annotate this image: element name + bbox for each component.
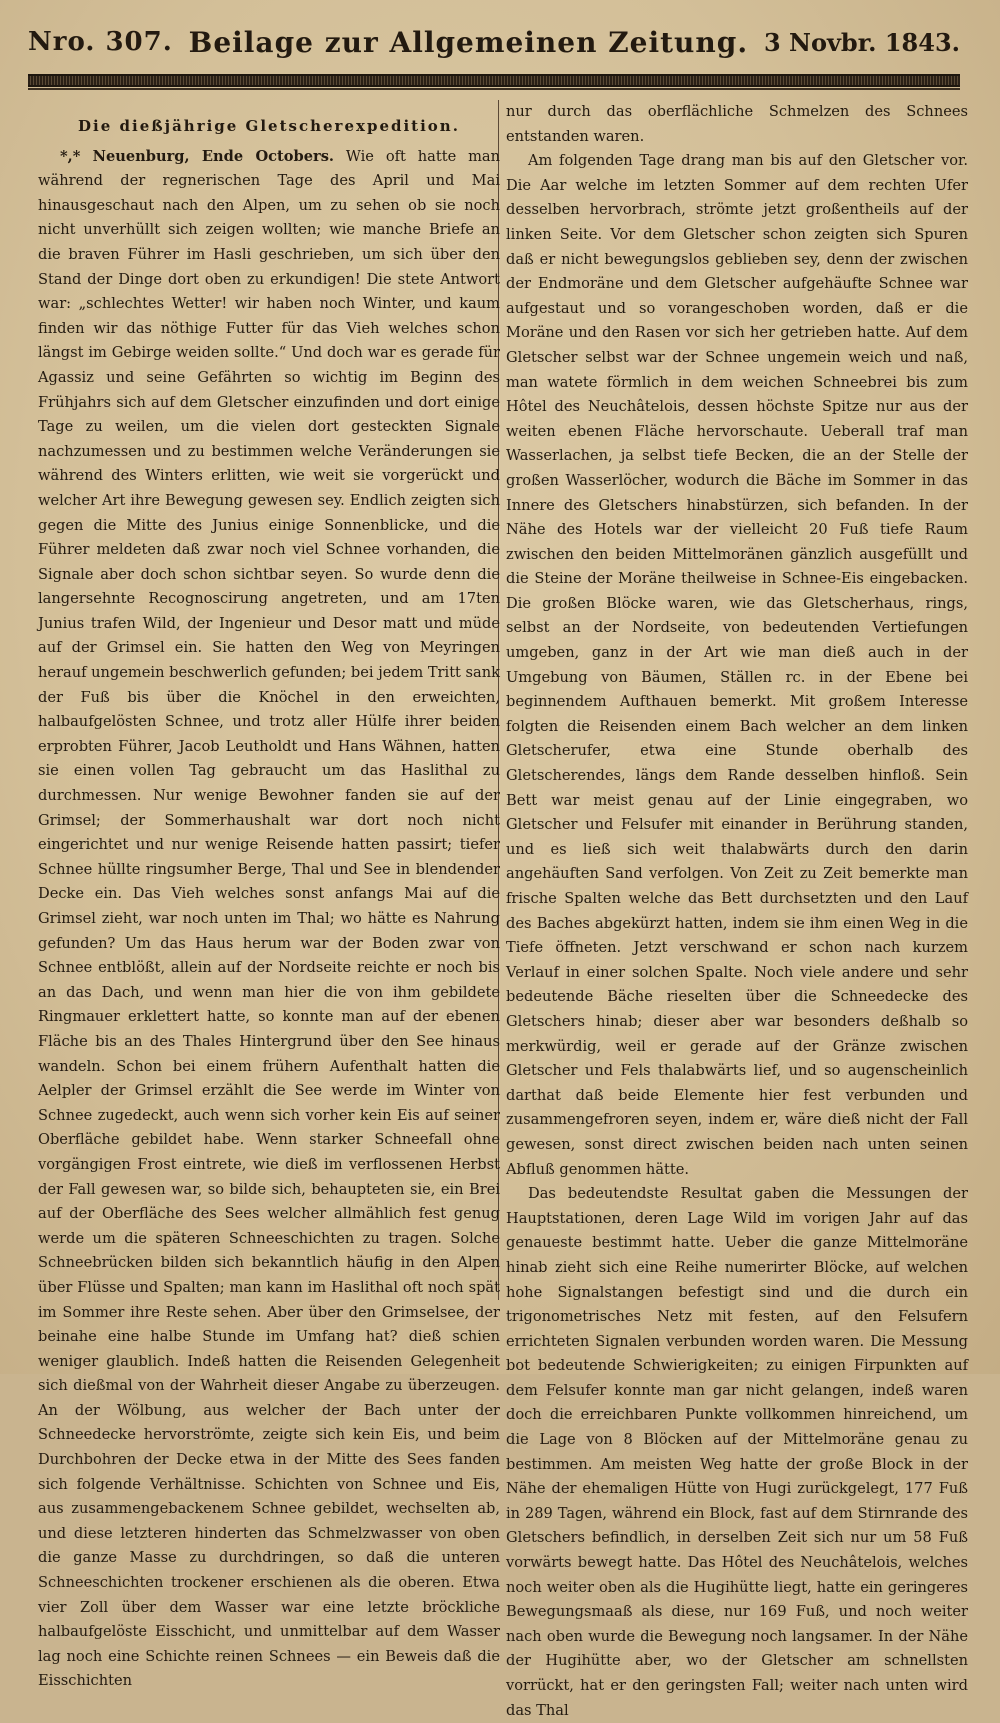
masthead-rule-thin — [28, 88, 960, 90]
article-paragraph — [38, 145, 500, 1694]
issue-date: 3 Novbr. 1843. — [763, 27, 960, 57]
article-paragraph-continuation: nur durch das oberflächliche Schmelzen des Schnees entstanden waren. — [506, 103, 968, 145]
left-column — [38, 100, 500, 1694]
article-paragraph: Am folgenden Tage drang man bis auf den Gletscher vor. Die Aar welche im letzten Sommer auf dem rechten Ufer desselben hervorbrach, strömte jetzt großentheils auf der linken Seite. Vor dem Gletscher schon zeigten sich Spuren daß er nicht bewegungslos geblieben sey, denn der zwischen der Endmoräne und dem Gletscher aufgehäufte Schnee war aufgestaut und so vorangeschoben worden, daß er die Moräne und den Rasen vor sich her getrieben hatte. Auf dem Gletscher selbst war der Schnee ungemein weich und naß, man watete förmlich in dem weichen Schneebrei bis zum Hôtel des Neuchâtelois, dessen höchste Spitze nur aus der weiten ebenen Fläche hervorschaute. Ueberall traf man Wasserlachen, ja selbst tiefe Becken, die an der Stelle der großen Wasserlöcher, wodurch die Bäche im Sommer in das Innere des Gletschers hinabstürzen, sich befanden. In der Nähe des Hotels war der vielleicht 20 Fuß tiefe Raum zwischen den beiden Mittelmoränen gänzlich ausgefüllt und die Steine der Moräne theilweise in Schnee-Eis eingebacken. Die großen Blöcke waren, wie das Gletscherhaus, rings, selbst an der Nordseite, von bedeutenden Vertiefungen umgeben, ganz in der Art wie man dieß auch in der Umgebung von Bäumen, Ställen rc. in der Ebene bei beginnendem Aufthauen bemerkt. Mit großem Interesse folgten die Reisenden einem Bach welcher an dem linken Gletscherufer, etwa eine Stunde oberhalb des Gletscherendes, längs dem Rande desselben hinfloß. Sein Bett war meist genau auf der Linie eingegraben, wo Gletscher und Felsufer mit einander in Berührung standen, und es ließ sich weit thalabwärts durch den darin angehäuften Sand verfolgen. Von Zeit zu Zeit bemerkte man frische Spalten welche das Bett durchsetzten und den Lauf des Baches abgekürzt hatten, indem sie ihm einen Weg in die Tiefe öffneten. Jetzt verschwand er schon nach kurzem Verlauf in einer solchen Spalte. Noch viele andere und sehr bedeutende Bäche rieselten über die Schneedecke des Gletschers hinab; dieser aber war besonders deßhalb so merkwürdig, weil er gerade auf der Gränze zwischen Gletscher und Fels thalabwärts lief, und so augenscheinlich darthat daß beide Elemente hier fest verbunden und zusammengefroren seyen, indem er, wäre dieß nicht der Fall gewesen, sonst direct zwischen beiden nach unten seinen Abfluß genommen hätte. — [506, 152, 968, 1178]
paragraph-text: Wie oft hatte man während der regnerischen Tage des April und Mai hinausgeschaut nach den Alpen, um zu sehen ob sie noch nicht unverhüllt sich zeigen wollten; wie manche Briefe an die braven Führer im Hasli geschrieben, um sich über den Stand der Dinge dort oben zu erkundigen! Die stete Antwort war: „schlechtes Wetter! wir haben noch Winter, und kaum finden wir das nöthige Futter für das Vieh welches schon längst im Gebirge weiden sollte.“ Und doch war es gerade für Agassiz und seine Gefährten so wichtig im Beginn des Frühjahrs sich auf dem Gletscher einzufinden und dort einige Tage zu weilen, um die vielen dort gesteckten Signale nachzumessen und zu bestimmen welche Veränderungen sie während des Winters erlitten, wie weit sie vorgerückt und welcher Art ihre Bewegung gewesen sey. Endlich zeigten sich gegen die Mitte des Junius einige Sonnenblicke, und die Führer meldeten daß zwar noch viel Schnee vorhanden, die Signale aber doch schon sichtbar seyen. So wurde denn die langersehnte Recognoscirung angetreten, und am 17ten Junius trafen Wild, der Ingenieur und Desor matt und müde auf der Grimsel ein. Sie hatten den Weg von Meyringen herauf ungemein beschwerlich gefunden; bei jedem Tritt sank der Fuß bis über die Knöchel in den erweichten, halbaufgelösten Schnee, und trotz aller Hülfe ihrer beiden erprobten Führer, Jacob Leutholdt und Hans Wähnen, hatten sie einen vollen Tag gebraucht um das Haslithal zu durchmessen. Nur wenige Bewohner fanden sie auf der Grimsel; der Sommerhaushalt war dort noch nicht eingerichtet und nur wenige Reisende hatten passirt; tiefer Schnee hüllte ringsumher Berge, Thal und See in blendender Decke ein. Das Vieh welches sonst anfangs Mai auf die Grimsel zieht, war noch unten im Thal; wo hätte es Nahrung gefunden? Um das Haus herum war der Boden zwar von Schnee entblößt, allein auf der Nordseite reichte er noch bis an das Dach, und wenn man hier die von ihm gebildete Ringmauer erklettert hatte, so konnte man auf der ebenen Fläche bis an des Thales Hintergrund über den See hinaus wandeln. Schon bei einem frühern Aufenthalt hatten die Aelpler der Grimsel erzählt die See werde im Winter von Schnee zugedeckt, auch wenn sich vorher kein Eis auf seiner Oberfläche gebildet habe. Wenn starker Schneefall ohne vorgängigen Frost eintrete, wie dieß im verflossenen Herbst der Fall gewesen war, so bilde sich, behaupteten sie, ein Brei auf der Oberfläche des Sees welcher allmählich fest genug werde um die späteren Schneeschichten zu tragen. Solche Schneebrücken bilden sich bekanntlich häufig in den Alpen über Flüsse und Spalten; man kann im Haslithal oft noch spät im Sommer ihre Reste sehen. Aber über den Grimselsee, der beinahe eine halbe Stunde im Umfang hat? dieß schien weniger glaublich. Indeß hatten die Reisenden Gelegenheit sich dießmal von der Wahrheit dieser Angabe zu überzeugen. An der Wölbung, aus welcher der Bach unter der Schneedecke hervorströmte, zeigte sich kein Eis, und beim Durchbohren der Decke etwa in der Mitte des Sees fanden sich folgende Verhältnisse. Schichten von Schnee und Eis, aus zusammengebackenem Schnee gebildet, wechselten ab, und diese letzteren hinderten das Schmelzwasser von oben die ganze Masse zu durchdringen, so daß die unteren Schneeschichten trockener erschienen als die oberen. Etwa vier Zoll über dem Wasser war eine letzte bröckliche halbaufgelöste Eisschicht, und unmittelbar auf dem Wasser lag noch eine Schichte reinen Schnees — ein Beweis daß die Eisschichten — [38, 147, 501, 1690]
dateline: *,* Neuenburg, Ende Octobers. — [60, 147, 334, 165]
masthead — [28, 22, 960, 62]
right-column — [506, 100, 968, 1723]
issue-number: Nro. 307. — [28, 27, 173, 57]
article-heading: Die dießjährige Gletscherexpedition. — [78, 117, 460, 135]
newspaper-title: Beilage zur Allgemeinen Zeitung. — [188, 25, 749, 59]
article-paragraph: Das bedeutendste Resultat gaben die Messungen der Hauptstationen, deren Lage Wild im vorigen Jahr auf das genaueste bestimmt hatte. Ueber die ganze Mittelmoräne hinab zieht sich eine Reihe numerirter Blöcke, auf welchen hohe Signalstangen befestigt sind und die durch ein trigonometrisches Netz mit festen, auf den Felsufern errichteten Signalen verbunden worden waren. Die Messung bot bedeutende Schwierigkeiten; zu einigen Firpunkten auf dem Felsufer konnte man gar nicht gelangen, indeß waren doch die erreichbaren Punkte vollkommen hinreichend, um die Lage von 8 Blöcken auf der Mittelmoräne genau zu bestimmen. Am meisten Weg hatte der große Block in der Nähe der ehemaligen Hütte von Hugi zurückgelegt, 177 Fuß in 289 Tagen, während ein Block, fast auf dem Stirnrande des Gletschers befindlich, in derselben Zeit sich nur um 58 Fuß vorwärts bewegt hatte. Das Hôtel des Neuchâtelois, welches noch weiter oben als die Hugihütte liegt, hatte ein geringeres Bewegungsmaaß als diese, nur 169 Fuß, und noch weiter nach oben wurde die Bewegung noch langsamer. In der Nähe der Hugihütte aber, wo der Gletscher am schnellsten vorrückt, hat er den geringsten Fall; weiter nach unten wird das Thal — [506, 1185, 968, 1719]
masthead-rule — [28, 74, 960, 87]
